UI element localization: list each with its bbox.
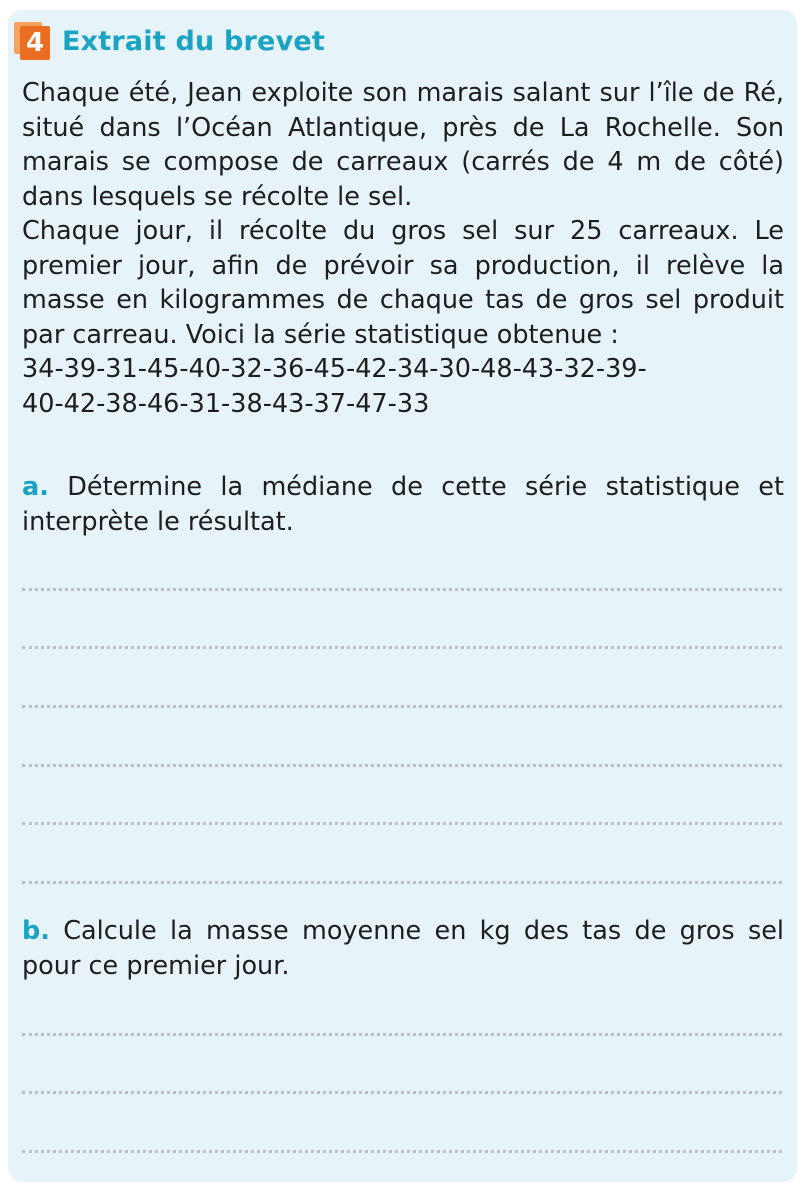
exercise-title: Extrait du brevet [62, 25, 325, 57]
question-b [22, 914, 784, 983]
statement-paragraph-1: Chaque été, Jean exploite son marais salant sur l’île de Ré, situé dans l’Océan Atlantique, près de La Rochelle. Son marais se compose de carreaux (carrés de 4 m de côté) dans lesquels se récolte le sel. [22, 78, 784, 212]
answer-line-a-1[interactable] [22, 588, 782, 591]
data-series-line-2: 40-42-38-46-31-38-43-37-47-33 [22, 388, 430, 419]
exercise-number-badge [14, 22, 48, 60]
data-series-line-1: 34-39-31-45-40-32-36-45-42-34-30-48-43-32-39- [22, 354, 647, 384]
exercise-header [14, 20, 325, 62]
answer-line-a-3[interactable] [22, 705, 782, 708]
answer-line-b-2[interactable] [22, 1091, 782, 1094]
answer-line-a-2[interactable] [22, 646, 782, 649]
statement-paragraph-2: Chaque jour, il récolte du gros sel sur 25 carreaux. Le premier jour, afin de prévoir sa production, il relève la masse en kilogrammes de chaque tas de gros sel produit par carreau. Voici la série statistique obtenue : [22, 216, 784, 350]
answer-line-b-3[interactable] [22, 1150, 782, 1153]
question-a-label: a. [22, 472, 49, 502]
question-b-text: Calcule la masse moyenne en kg des tas de gros sel pour ce premier jour. [22, 916, 784, 981]
question-a-text: Détermine la médiane de cette série statistique et interprète le résultat. [22, 472, 784, 537]
exercise-statement [22, 76, 784, 421]
question-b-label: b. [22, 916, 50, 946]
answer-line-b-1[interactable] [22, 1033, 782, 1036]
exercise-number: 4 [20, 26, 50, 60]
answer-line-a-4[interactable] [22, 764, 782, 767]
answer-line-a-6[interactable] [22, 881, 782, 884]
answer-line-a-5[interactable] [22, 822, 782, 825]
question-a [22, 470, 784, 539]
